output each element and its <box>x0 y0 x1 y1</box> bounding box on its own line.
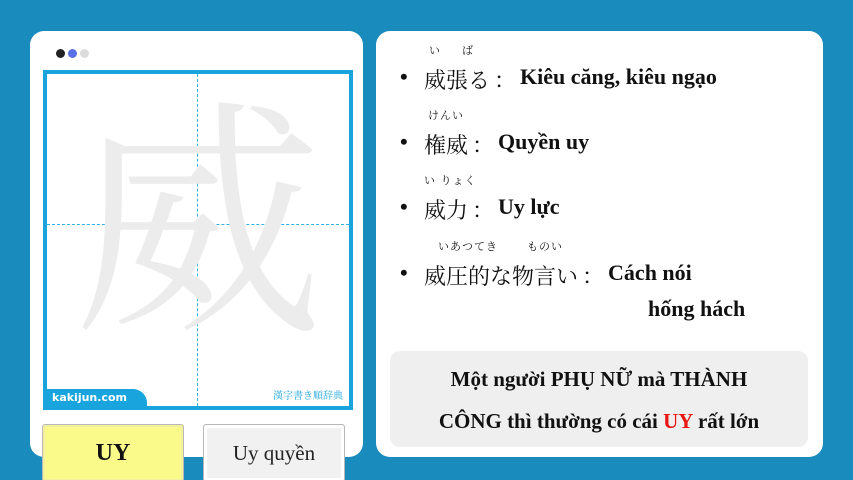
vocab-word-part: ば 張る <box>446 44 491 94</box>
bullet: • <box>400 64 408 89</box>
tip-line-1: Một người PHỤ NỮ mà THÀNH <box>450 367 748 391</box>
furigana: い <box>429 44 441 57</box>
furigana: いあつてき <box>438 240 498 253</box>
bullet: • <box>400 194 408 219</box>
dot-icon <box>68 49 77 58</box>
tip-line-2: CÔNG thì thường có cái UY rất lớn <box>438 409 760 433</box>
uy-button[interactable]: UY <box>42 424 184 480</box>
colon: ： <box>472 134 495 159</box>
furigana: けんい <box>428 109 464 122</box>
brand-label: kakijun.com <box>47 389 147 406</box>
furigana: ものい <box>527 240 564 253</box>
colon: ： <box>494 69 517 94</box>
window-dots <box>56 49 89 58</box>
dictionary-label: 漢字書き順辞典 <box>273 391 343 402</box>
kanji-character: 威 <box>73 79 323 370</box>
vocab-word-part: けんい 権威 <box>424 109 469 159</box>
vocab-meaning: Quyền uy <box>498 129 590 154</box>
vocab-meaning: Kiêu căng, kiêu ngạo <box>520 64 717 89</box>
bullet: • <box>400 129 408 154</box>
vocabulary-card <box>376 31 823 457</box>
kanji-stroke-board <box>43 70 353 410</box>
vocab-meaning: Cách nói <box>608 260 692 285</box>
bullet: • <box>400 260 408 285</box>
vocab-meaning: Uy lực <box>498 194 560 219</box>
colon: ： <box>472 199 495 224</box>
tip-box <box>390 351 808 447</box>
vocab-word-part: いあつてき 威圧的な <box>424 240 513 290</box>
dot-icon <box>56 49 65 58</box>
colon: ： <box>582 265 605 290</box>
vocab-meaning-continued: hống hách <box>648 296 746 321</box>
vocab-word-part: ものい 物言い <box>512 240 579 290</box>
uy-quyen-button[interactable]: Uy quyền <box>203 424 345 480</box>
vocab-word-part: い 威 <box>424 44 447 94</box>
dot-icon <box>80 49 89 58</box>
vocab-word-part: い りょく 威力 <box>424 174 477 224</box>
emphasis-text: UY <box>663 409 693 433</box>
kanji-card <box>30 31 363 466</box>
furigana: い りょく <box>424 174 477 187</box>
furigana: ば <box>462 44 475 57</box>
